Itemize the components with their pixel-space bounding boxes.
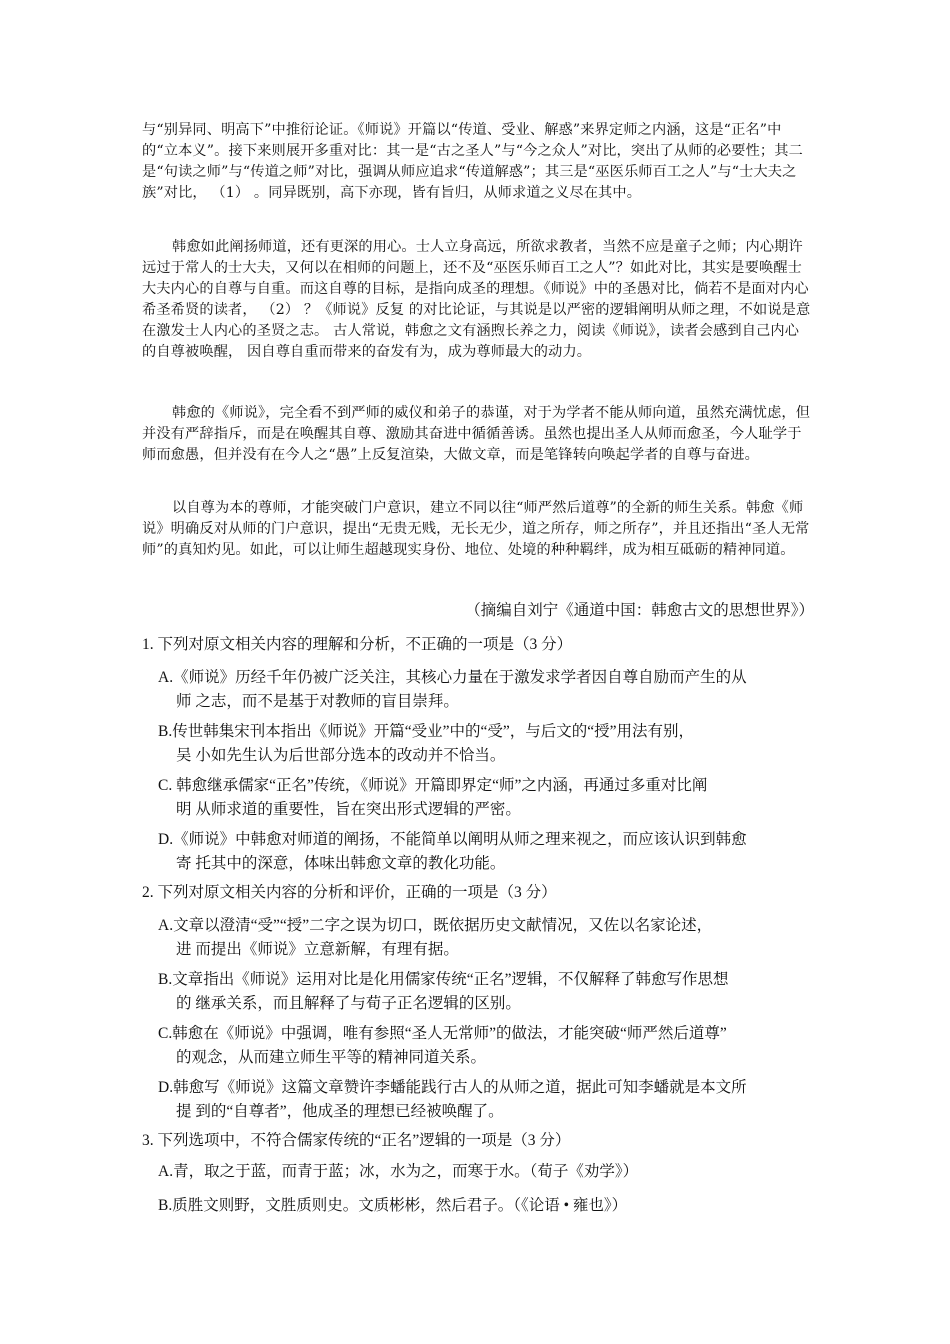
question-2-option-a[interactable]: A.文章以澄清“受”“授”二字之误为切口，既依据历史文献情况，又佐以名家论述， 进 而提出《师说》立意新解，有理有据。 — [158, 917, 713, 958]
question-3-option-b[interactable]: B.质胜文则野，文胜质则史。文质彬彬，然后君子。（《论语 • 雍也》） — [158, 1197, 628, 1214]
passage-paragraph-3: 韩愈的《师说》，完全看不到严师的威仪和弟子的恭谨，对于为学者不能从师向道，虽然充满忧虑，但并没有严辞指斥，而是在唤醒其自尊、激励其奋进中循循善诱。虽然也提出圣人从师而愈圣，今人耻学于师而愈愚，但并没有在今人之“愚”上反复渲染，大做文章，而是笔锋转向唤起学者的自尊与奋进。 — [142, 405, 811, 463]
question-3-stem: 3. 下列选项中，不符合儒家传统的“正名”逻辑的一项是（3 分） — [142, 1132, 571, 1149]
question-1-option-a[interactable]: A.《师说》历经千年仍被广泛关注，其核心力量在于激发求学者因自尊自励而产生的从 师 之志，而不是基于对教师的盲目崇拜。 — [158, 669, 747, 710]
question-1-stem: 1. 下列对原文相关内容的理解和分析，不正确的一项是（3 分） — [142, 636, 573, 653]
question-2-stem: 2. 下列对原文相关内容的分析和评价，正确的一项是（3 分） — [142, 884, 557, 901]
passage-paragraph-2: 韩愈如此阐扬师道，还有更深的用心。士人立身高远，所欲求教者，当然不应是童子之师；内心期许远过于常人的士大夫，又何以在相师的问题上，还不及“巫医乐师百工之人”？如此对比，其实是要唤醒士大夫内心的自尊与自重。而这自尊的目标，是指向成圣的理想。《师说》中的圣愚对比，倘若不是面对内心希圣希贤的读者， （2） ？《师说》反复 的对比论证，与其说是以严密的逻辑阐明从师之理，不如说是意在激发士人内心的圣贤之志。 古人常说，韩愈之文有涵煦长养之力，阅读《师说》，读者会感到自己内心的自尊被唤醒， 因自尊自重而带来的奋发有为，成为尊师最大的动力。 — [142, 239, 811, 360]
question-2-option-c[interactable]: C.韩愈在《师说》中强调，唯有参照“圣人无常师”的做法，才能突破“师严然后道尊” 的观念，从而建立师生平等的精神同道关系。 — [158, 1025, 727, 1066]
passage-paragraph-4: 以自尊为本的尊师，才能突破门户意识，建立不同以往“师严然后道尊”的全新的师生关系。韩愈《师说》明确反对从师的门户意识，提出“无贵无贱，无长无少，道之所存，师之所存”，并且还指出“圣人无常师”的真知灼见。如此，可以让师生超越现实身份、地位、处境的种种羁绊，成为相互砥砺的精神同道。 — [142, 500, 810, 558]
question-1-option-d[interactable]: D.《师说》中韩愈对师道的阐扬，不能简单以阐明从师之理来视之，而应该认识到韩愈 寄 托其中的深意，体味出韩愈文章的教化功能。 — [158, 831, 747, 872]
question-1-option-c[interactable]: C. 韩愈继承儒家“正名”传统，《师说》开篇即界定“师”之内涵，再通过多重对比阐 明 从师求道的重要性，旨在突出形式逻辑的严密。 — [158, 777, 708, 818]
passage-paragraph-1: 与“别异同、明高下”中推衍论证。《师说》开篇以“传道、受业、解惑”来界定师之内涵，这是“正名”中的“立本义”。接下来则展开多重对比：其一是“古之圣人”与“今之众人”对比，突出了从师的必要性；其二是“句读之师”与“传道之师”对比，强调从师应追求“传道解惑”；其三是“巫医乐师百工之人”与“士大夫之族”对比， （1） 。同异既别，高下亦现，皆有旨归，从师求道之义尽在其中。 — [142, 122, 803, 201]
question-2-option-b[interactable]: B.文章指出《师说》运用对比是化用儒家传统“正名”逻辑，不仅解释了韩愈写作思想 的 继承关系，而且解释了与荀子正名逻辑的区别。 — [158, 971, 729, 1012]
question-1-option-b[interactable]: B.传世韩集宋刊本指出《师说》开篇“受业”中的“受”，与后文的“授”用法有别， 吴 小如先生认为后世部分选本的改动并不恰当。 — [158, 723, 694, 764]
source-citation: （摘编自刘宁《通道中国：韩愈古文的思想世界》） — [465, 602, 814, 619]
question-2-option-d[interactable]: D.韩愈写《师说》这篇文章赞许李蟠能践行古人的从师之道，据此可知李蟠就是本文所 提 到的“自尊者”，他成圣的理想已经被唤醒了。 — [158, 1079, 747, 1120]
question-3-option-a[interactable]: A.青，取之于蓝，而青于蓝；冰，水为之，而寒于水。（荀子《劝学》） — [158, 1163, 639, 1180]
